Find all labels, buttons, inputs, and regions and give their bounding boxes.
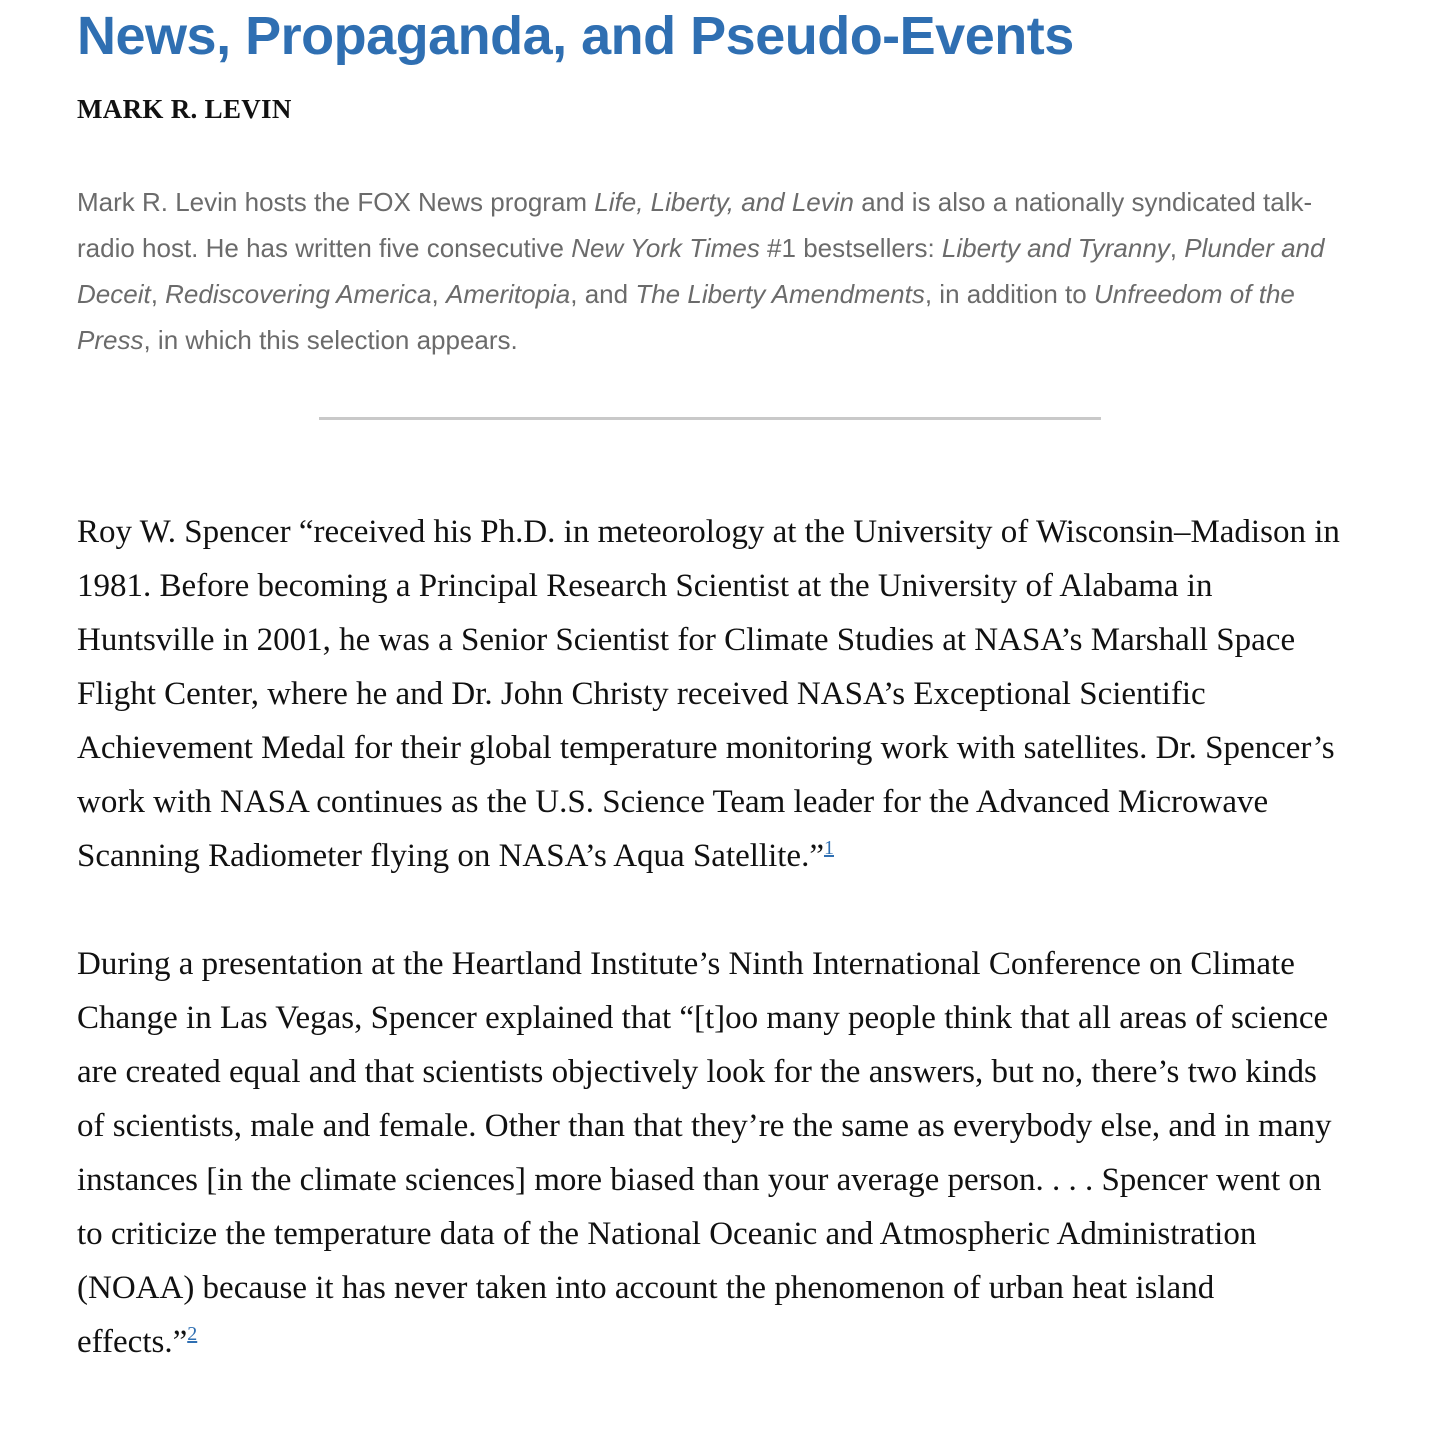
bio-book-title: Ameritopia: [445, 279, 571, 309]
body-paragraph: [77, 505, 1342, 883]
bio-book-title: Plunder and Deceit: [77, 233, 1325, 309]
bio-text: #1 bestsellers:: [759, 233, 942, 263]
bio-text: Mark R. Levin hosts the FOX News program: [77, 187, 595, 217]
footnote-link[interactable]: 2: [187, 1323, 198, 1345]
bio-publication-title: New York Times: [571, 233, 760, 263]
bio-text: , in which this selection appears.: [143, 325, 518, 355]
bio-text: , in addition to: [924, 279, 1094, 309]
bio-text: ,: [150, 279, 166, 309]
bio-book-title: Unfreedom of the Press: [77, 279, 1295, 355]
body-paragraph: [77, 937, 1342, 1369]
author-bio: [77, 179, 1337, 363]
chapter-title: News, Propaganda, and Pseudo-Events: [77, 6, 1074, 66]
article-body: [77, 505, 1342, 1423]
paragraph-text: Roy W. Spencer “received his Ph.D. in meteorology at the University of Wisconsin–Madison in 1981. Before becoming a Principal Research Scientist at the University of Alabama in Huntsville in 2001, he was a Senior Scientist for Climate Studies at NASA’s Marshall Space Flight Center, where he and Dr. John Christy received NASA’s Exceptional Scientific Achievement Medal for their global temperature monitoring work with satellites. Dr. Spencer’s work with NASA continues as the U.S. Science Team leader for the Advanced Microwave Scanning Radiometer flying on NASA’s Aqua Satellite.”: [77, 514, 1340, 874]
section-divider: [319, 417, 1101, 420]
paragraph-text: During a presentation at the Heartland Institute’s Ninth International Conference on Climate Change in Las Vegas, Spencer explained that “[t]oo many people think that all areas of science are created equal and that scientists objectively look for the answers, but no, there’s two kinds of scientists, male and female. Other than that they’re the same as everybody else, and in many instances [in the climate sciences] more biased than your average person. . . . Spencer went on to criticize the temperature data of the National Oceanic and Atmospheric Administration (NOAA) because it has never taken into account the phenomenon of urban heat island effects.”: [77, 946, 1332, 1360]
bio-text: , and: [570, 279, 636, 309]
bio-book-title: The Liberty Amendments: [635, 279, 925, 309]
bio-text: ,: [431, 279, 446, 309]
bio-show-title: Life, Liberty, and Levin: [594, 187, 854, 217]
bio-book-title: Rediscovering America: [165, 279, 432, 309]
bio-text: ,: [1169, 233, 1185, 263]
bio-text: and is also a nationally syndicated talk-radio host. He has written five consecutive: [77, 187, 1313, 263]
author-name: MARK R. LEVIN: [77, 94, 292, 124]
bio-book-title: Liberty and Tyranny: [941, 233, 1170, 263]
footnote-link[interactable]: 1: [823, 837, 834, 859]
page: [77, 0, 1347, 1360]
